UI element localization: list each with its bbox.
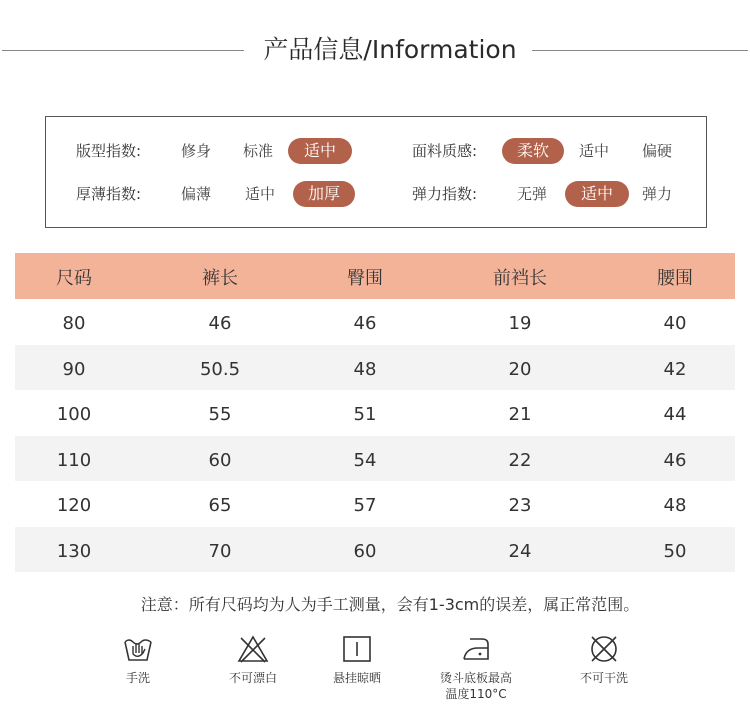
no-dry-clean-icon [588,634,620,664]
care-item-hang-dry [297,634,417,686]
col-header-waist: 腰围 [657,268,693,289]
iron-label-line1: 烫斗底板最高 [439,671,512,685]
fit-option-moderate-selected: 适中 [288,138,352,164]
fit-index-label: 版型指数: [76,142,142,160]
hip-cell: 54 [353,449,377,471]
waist-cell: 40 [663,313,687,334]
col-header-size: 尺码 [56,268,92,289]
front-rise-cell: 21 [508,404,532,425]
front-rise-cell: 23 [508,495,532,516]
stretch-index-label: 弹力指数: [412,185,478,203]
fit-option-slim: 修身 [181,142,212,160]
pants-length-cell: 46 [208,313,232,334]
hip-cell: 51 [353,404,377,425]
waist-cell: 46 [663,449,687,471]
size-table [15,253,735,572]
thickness-option-moderate: 适中 [245,185,276,203]
care-label: 不可干洗 [579,671,628,685]
table-row [15,527,735,573]
size-cell: 90 [62,358,86,380]
size-cell: 120 [56,495,92,516]
hand-wash-icon [122,634,154,664]
table-row [15,436,735,482]
hang-dry-icon [341,634,373,664]
pants-length-cell: 50.5 [199,358,241,380]
size-cell: 130 [56,540,92,562]
product-index-panel [45,116,707,228]
care-label: 悬挂晾晒 [332,671,381,685]
title-divider-left [2,50,244,51]
waist-cell: 44 [663,404,687,425]
thickness-index-label: 厚薄指数: [76,185,142,203]
care-item-iron [416,634,536,702]
table-row [15,481,735,527]
col-header-front-rise: 前裆长 [493,268,547,289]
stretch-option-none: 无弹 [517,185,548,203]
size-cell: 110 [56,449,92,471]
col-header-pants-length: 裤长 [202,268,238,289]
thickness-option-thin: 偏薄 [181,185,212,203]
care-label: 不可漂白 [228,671,277,685]
care-label [416,670,536,702]
hip-cell: 57 [353,495,377,516]
size-cell: 100 [56,404,92,425]
pants-length-cell: 65 [208,495,232,516]
title-divider-right [532,50,748,51]
waist-cell: 42 [663,358,687,380]
hip-cell: 60 [353,540,377,562]
table-row [15,299,735,345]
measurement-note: 注意：所有尺码均为人为手工测量，会有1-3cm的误差，属正常范围。 [140,595,640,614]
pants-length-cell: 55 [208,404,232,425]
section-title-row [0,30,750,70]
thickness-option-thick-selected: 加厚 [293,181,355,207]
fabric-option-moderate: 适中 [579,142,610,160]
table-row [15,345,735,391]
iron-label-line2: 温度110°C [445,687,507,701]
index-row-1 [46,137,708,165]
col-header-hip: 臀围 [347,268,383,289]
waist-cell: 50 [663,540,687,562]
pants-length-cell: 70 [208,540,232,562]
page-title: 产品信息/Information [263,35,517,64]
front-rise-cell: 24 [508,540,532,562]
care-label: 手洗 [125,671,150,685]
stretch-option-stretchy: 弹力 [642,185,673,203]
hip-cell: 46 [353,313,377,334]
front-rise-cell: 19 [508,313,532,334]
size-cell: 80 [62,313,86,334]
waist-cell: 48 [663,495,687,516]
front-rise-cell: 20 [508,358,532,380]
fabric-option-stiff: 偏硬 [642,142,673,160]
table-row [15,390,735,436]
front-rise-cell: 22 [508,449,532,471]
hip-cell: 48 [353,358,377,380]
pants-length-cell: 60 [208,449,232,471]
fabric-option-soft-selected: 柔软 [502,138,564,164]
fabric-feel-label: 面料质感: [412,142,478,160]
no-bleach-icon [237,634,269,664]
size-table-header [15,253,735,299]
index-row-2 [46,180,708,208]
care-item-no-dry-clean [544,634,664,686]
care-item-hand-wash [78,634,198,686]
iron-icon [460,634,492,664]
stretch-option-moderate-selected: 适中 [565,181,629,207]
fit-option-standard: 标准 [243,142,274,160]
care-item-no-bleach [193,634,313,686]
